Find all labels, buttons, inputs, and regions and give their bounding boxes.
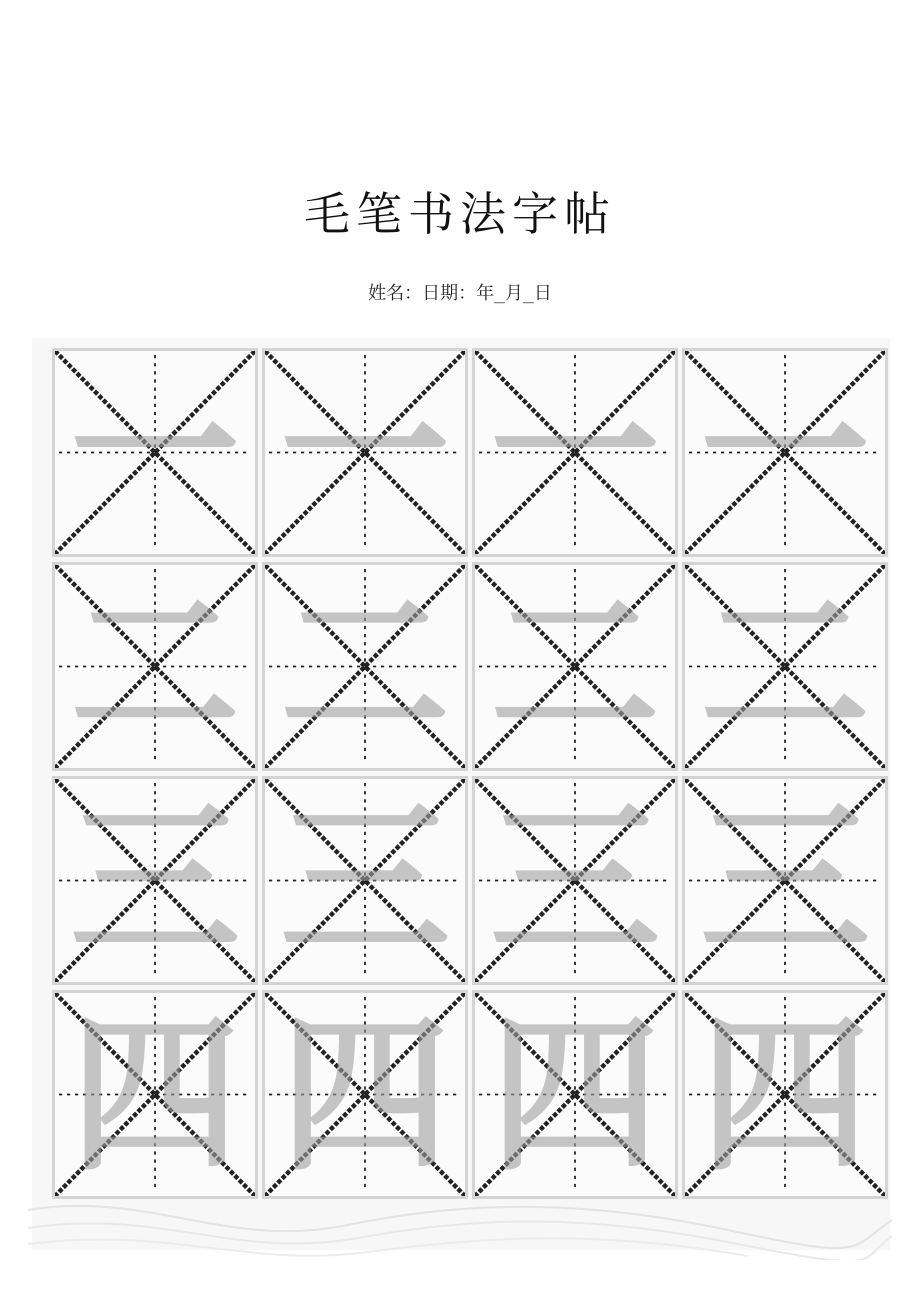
practice-cell — [472, 348, 678, 557]
tracing-character: 一 — [699, 352, 870, 553]
tracing-character: 二 — [699, 566, 870, 767]
tracing-character: 四 — [489, 994, 660, 1195]
tracing-character: 二 — [279, 566, 450, 767]
tracing-character: 四 — [279, 994, 450, 1195]
decorative-wave — [28, 1190, 892, 1260]
tracing-character: 三 — [699, 780, 870, 981]
practice-cell — [682, 562, 888, 771]
tracing-character: 三 — [279, 780, 450, 981]
tracing-character: 三 — [489, 780, 660, 981]
practice-cell — [472, 990, 678, 1199]
tracing-character: 二 — [489, 566, 660, 767]
practice-cell — [682, 348, 888, 557]
tracing-character: 三 — [69, 780, 240, 981]
tracing-character: 四 — [699, 994, 870, 1195]
tracing-character: 一 — [279, 352, 450, 553]
practice-cell — [52, 990, 258, 1199]
tracing-character: 一 — [69, 352, 240, 553]
practice-grid — [52, 348, 890, 1200]
practice-cell — [472, 776, 678, 985]
practice-cell — [682, 776, 888, 985]
page-title: 毛笔书法字帖 — [304, 187, 616, 241]
tracing-character: 一 — [489, 352, 660, 553]
practice-cell — [52, 348, 258, 557]
practice-cell — [472, 562, 678, 771]
tracing-character: 二 — [69, 566, 240, 767]
practice-cell — [262, 348, 468, 557]
tracing-character: 四 — [69, 994, 240, 1195]
practice-cell — [262, 562, 468, 771]
practice-cell — [52, 562, 258, 771]
practice-cell — [52, 776, 258, 985]
practice-cell — [262, 990, 468, 1199]
practice-cell — [262, 776, 468, 985]
practice-cell — [682, 990, 888, 1199]
name-date-line: 姓名：日期：年_月_日 — [368, 283, 552, 304]
